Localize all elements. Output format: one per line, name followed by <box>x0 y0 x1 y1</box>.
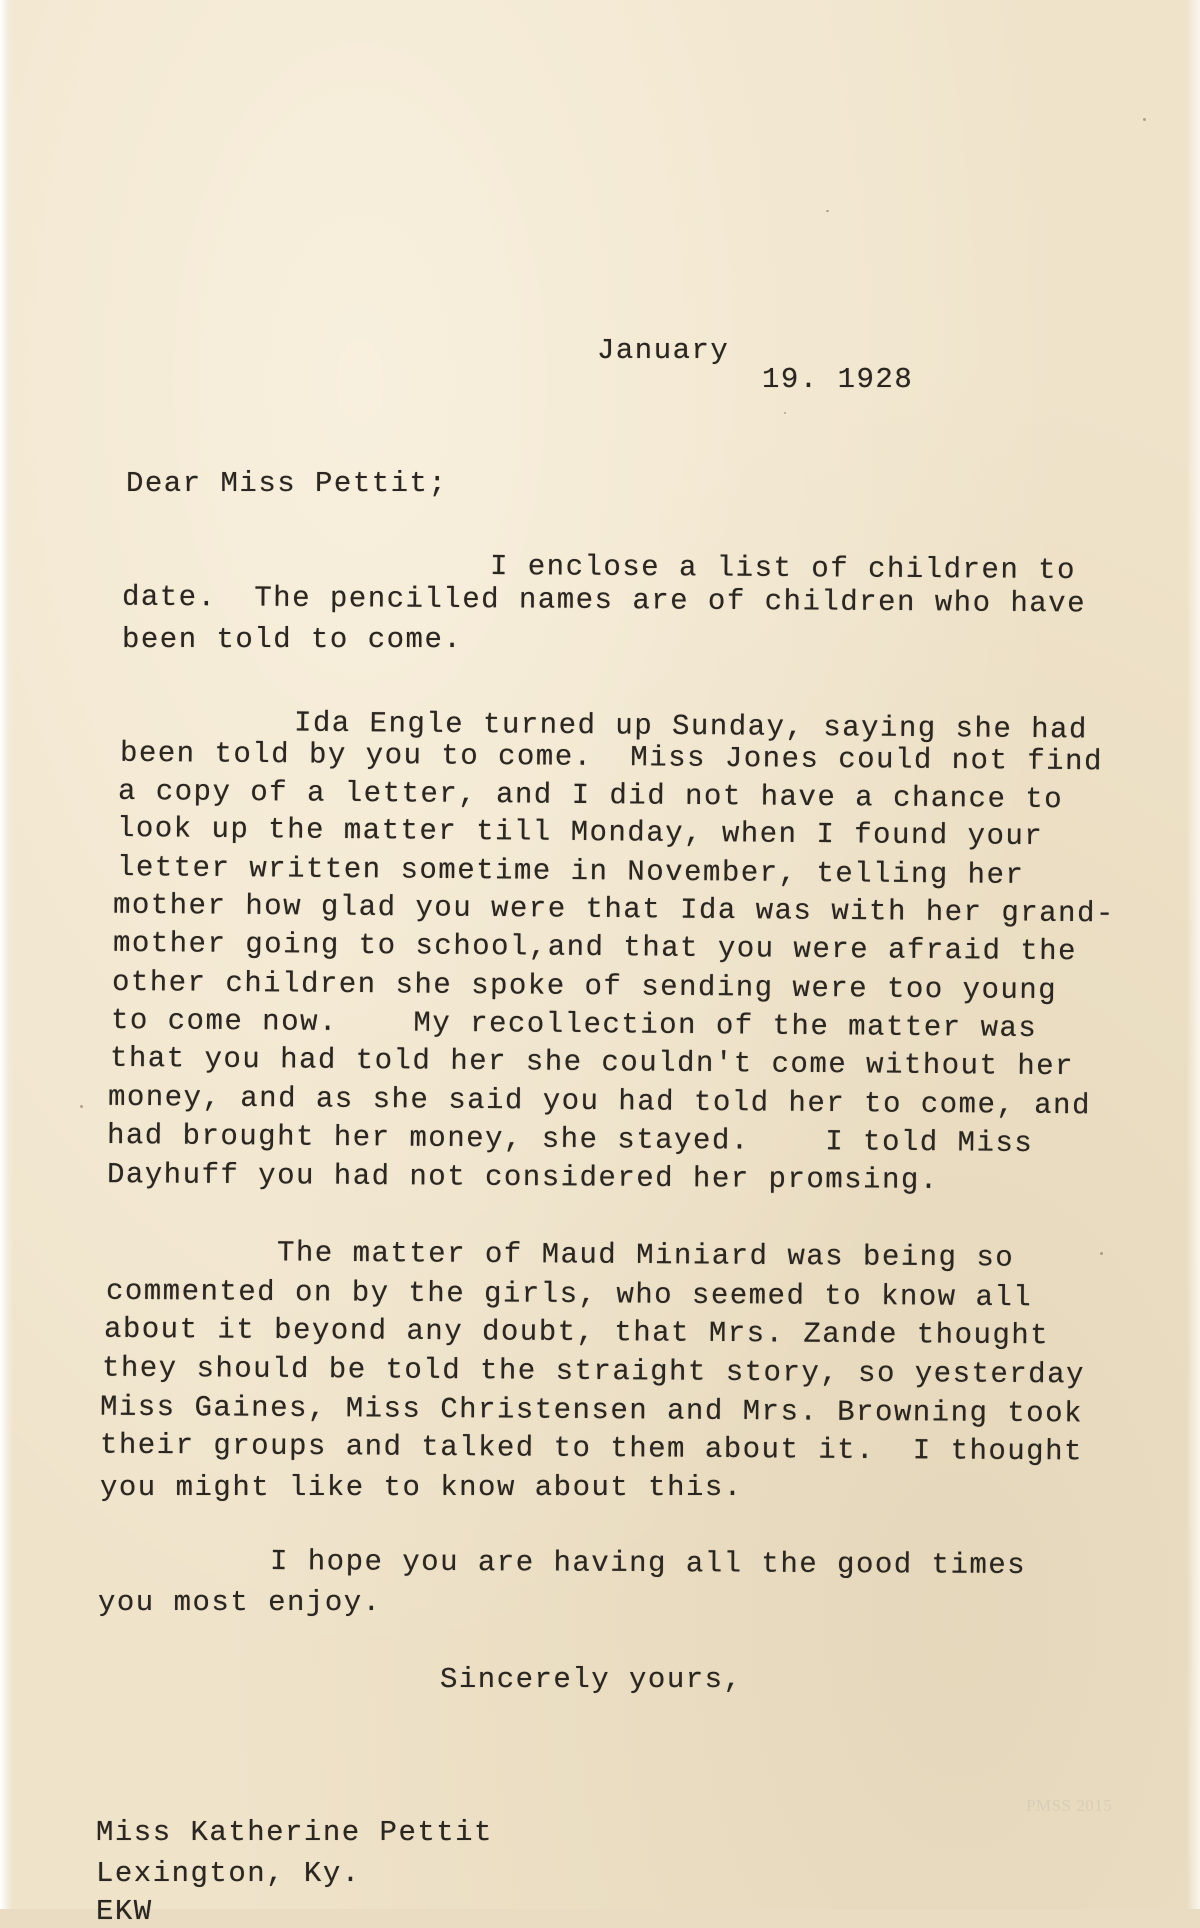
recipient-name: Miss Katherine Pettit <box>96 1816 493 1849</box>
letter-date-month: January <box>597 334 730 367</box>
paragraph-line: Ida Engle turned up Sunday, saying she had <box>293 706 1089 747</box>
paragraph-line: you might like to know about this. <box>100 1471 743 1504</box>
paragraph-line: look up the matter till Monday, when I found your <box>116 811 1044 854</box>
paragraph-line: about it beyond any doubt, that Mrs. Zande thought <box>103 1312 1050 1353</box>
paragraph-line: mother how glad you were that Ida was with her grand- <box>112 888 1115 931</box>
paragraph-line: had brought her money, she stayed. I told Miss <box>106 1118 1034 1161</box>
paragraph-line: to come now. My recollection of the matter was <box>110 1003 1038 1046</box>
paragraph-line: commented on by the girls, who seemed to know all <box>105 1274 1033 1315</box>
letter-closing: Sincerely yours, <box>440 1663 743 1696</box>
paragraph-line: mother going to school,and that you were afraid the <box>112 926 1078 969</box>
paper-right-edge <box>1186 0 1200 1909</box>
letter-salutation: Dear Miss Pettit; <box>126 467 448 500</box>
paragraph-line: their groups and talked to them about it. I thought <box>99 1428 1084 1469</box>
paragraph-line: Dayhuff you had not considered her promsing. <box>106 1158 939 1197</box>
paragraph-line: that you had told her she couldn't come without her <box>109 1041 1075 1084</box>
paragraph-line: other children she spoke of sending were too young <box>111 965 1058 1008</box>
paper-speck <box>826 210 829 212</box>
paper-speck <box>784 412 786 414</box>
typist-initials: EKW <box>96 1895 153 1928</box>
archive-watermark: PMSS 2015 <box>1026 1796 1113 1815</box>
paragraph-line: a copy of a letter, and I did not have a chance to <box>117 774 1064 817</box>
paragraph-line: been told to come. <box>122 623 463 656</box>
recipient-address: Lexington, Ky. <box>96 1857 361 1890</box>
paragraph-line: Miss Gaines, Miss Christensen and Mrs. Browning took <box>99 1390 1084 1431</box>
paper-speck <box>1143 118 1146 121</box>
paragraph-line: been told by you to come. Miss Jones could not find <box>119 736 1104 779</box>
paragraph-line: I enclose a list of children to <box>489 549 1077 588</box>
paragraph-line: they should be told the straight story, so yesterday <box>101 1351 1086 1392</box>
paper-speck <box>1100 1252 1103 1255</box>
paper-speck <box>80 1105 83 1108</box>
paragraph-line: letter written sometime in November, telling her <box>116 851 1025 892</box>
paragraph-line: date. The pencilled names are of children who have <box>121 580 1087 621</box>
letter-date-day-year: 19. 1928 <box>762 363 914 396</box>
paragraph-line: money, and as she said you had told her to come, and <box>107 1080 1092 1123</box>
paragraph-line: you most enjoy. <box>98 1586 382 1619</box>
paper-left-edge <box>0 0 14 1909</box>
paragraph-line: The matter of Maud Miniard was being so <box>276 1236 1015 1275</box>
paragraph-line: I hope you are having all the good times <box>269 1545 1027 1582</box>
